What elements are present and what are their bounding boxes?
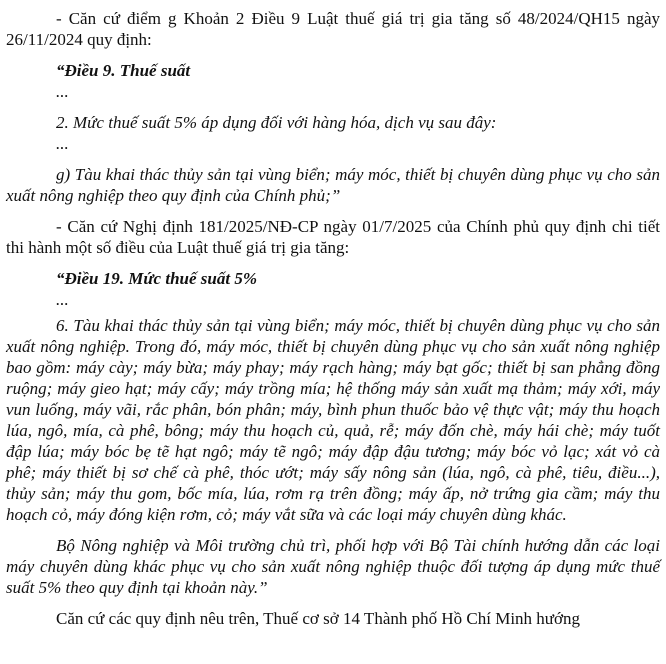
clause-2-text: 2. Mức thuế suất 5% áp dụng đối với hàng hóa, dịch vụ sau đây: [56,113,497,132]
ellipsis-2: ... [56,134,69,153]
item-6-text: 6. Tàu khai thác thủy sản tại vùng biển; máy móc, thiết bị chuyên dùng phục vụ cho sản xuất nông nghiệp. Trong đó, máy móc, thiết bị chuyên dùng phục vụ cho sản xuất nông nghiệp bao gồm: máy cày; máy bừa; máy phay; máy rạch hàng; máy bạt gốc; thiết bị san phẳng đồng ruộng; máy gieo hạt; máy cấy; máy trồng mía; hệ thống máy sản xuất mạ thảm; máy xới, máy vun luống, máy vãi, rắc phân, bón phân; máy, bình phun thuốc bảo vệ thực vật; máy thu hoạch lúa, ngô, mía, cà phê, bông; máy thu hoạch củ, quả, rễ; máy đốn chè, máy hái chè; máy tuốt đập lúa; máy bóc bẹ tẽ hạt ngô; máy tẽ ngô; máy đập đậu tương; máy bóc vỏ lạc; xát vỏ cà phê; máy thiết bị sơ chế cà phê, thóc ướt; máy sấy nông sản (lúa, ngô, cà phê, tiêu, điều...), thủy sản; máy thu gom, bốc mía, lúa, rơm rạ trên đồng; máy ấp, nở trứng gia cầm; máy thu hoạch cỏ, máy đóng kiện rơm, cỏ; máy vắt sữa và các loại máy chuyên dùng khác. [6,316,660,524]
article-9-heading: “Điều 9. Thuế suất [56,61,191,80]
ellipsis-1: ... [56,82,69,101]
ministry-guidance-paragraph: Bộ Nông nghiệp và Môi trường chủ trì, phối hợp với Bộ Tài chính hướng dẫn các loại máy chuyên dùng khác phục vụ cho sản xuất nông nghiệp thuộc đối tượng áp dụng mức thuế suất 5% theo quy định tại khoản này.” [6,536,660,597]
legal-basis-decree-paragraph: - Căn cứ Nghị định 181/2025/NĐ-CP ngày 01/7/2025 của Chính phủ quy định chi tiết thi hành một số điều của Luật thuế giá trị gia tăng: [6,217,660,257]
legal-basis-law-paragraph: - Căn cứ điểm g Khoản 2 Điều 9 Luật thuế giá trị gia tăng số 48/2024/QH15 ngày 26/11/2024 quy định: [6,9,660,49]
ellipsis-3: ... [56,290,69,309]
article-19-heading: “Điều 19. Mức thuế suất 5% [56,269,257,288]
conclusion-paragraph: Căn cứ các quy định nêu trên, Thuế cơ sở 14 Thành phố Hồ Chí Minh hướng [56,609,580,628]
point-g-text: g) Tàu khai thác thủy sản tại vùng biển; máy móc, thiết bị chuyên dùng phục vụ cho sản xuất nông nghiệp theo quy định của Chính phủ;” [6,165,660,205]
